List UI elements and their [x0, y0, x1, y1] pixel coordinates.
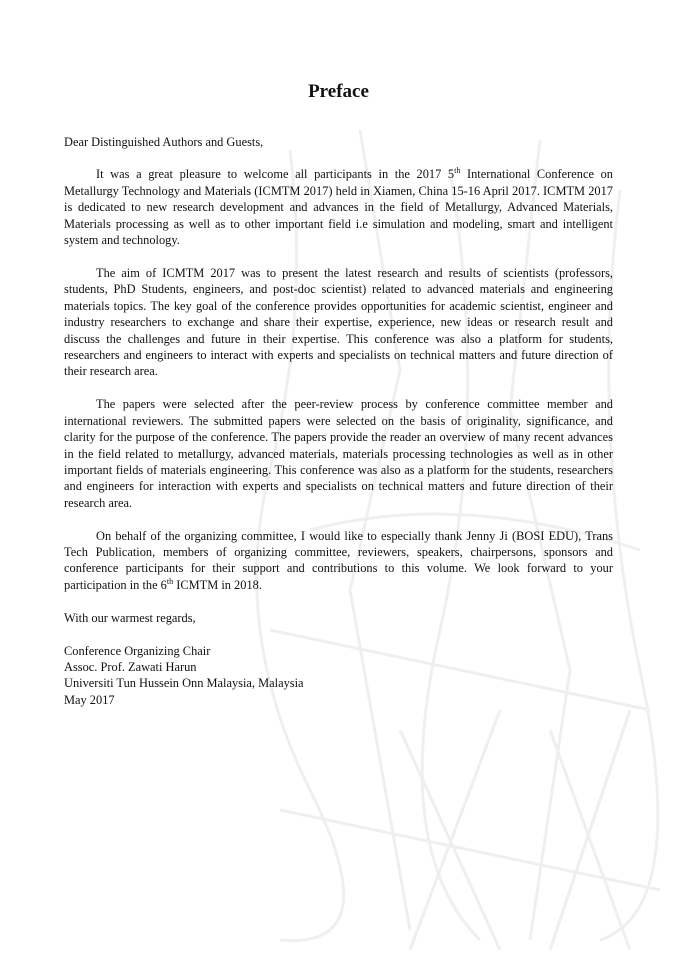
- signature-date: May 2017: [64, 692, 115, 707]
- salutation: Dear Distinguished Authors and Guests,: [64, 135, 264, 149]
- paragraph-welcome-part1: It was a great pleasure to welcome all participants in the 2017 5: [96, 167, 455, 182]
- paragraph-aim: The aim of ICMTM 2017 was to present the latest research and results of scientists (professors, students, PhD Students, engineers, and post-doc scientist) related to advanced materials and engineering materials topics. The key goal of the conference provides opportunities for academic scientist, engineer and industry researchers to exchange and share their expertise, experience, new ideas or research result and discuss the challenges and future in their expertise. This conference was also a platform for students, researchers and engineers to interact with experts and specialists on technical matters and future direction of their research area.: [64, 265, 613, 379]
- superscript-ordinal: th: [166, 576, 174, 586]
- paragraph-thanks-part1: On behalf of the organizing committee, I would like to especially thank Jenny Ji (BOSI EDU), Trans Tech Publication, members of organizing committee, reviewers, speakers, chairpersons, sponsors and conference participants for their support and contributions to this volume. We look forward to your participation in the 6: [64, 528, 613, 592]
- document-body: [64, 78, 613, 708]
- signature-name: Assoc. Prof. Zawati Harun: [64, 660, 197, 675]
- paragraph-welcome: [64, 166, 613, 248]
- page-title: Preface: [308, 81, 369, 102]
- closing-line: With our warmest regards,: [64, 610, 196, 625]
- paragraph-review: The papers were selected after the peer-review process by conference committee member and international reviewers. The submitted papers were selected on the basis of originality, significance, and clarity for the purpose of the conference. The papers provide the reader an overview of many recent advances in the field related to metallurgy, advanced materials, materials processing technologies as well as in other important fields of materials engineering. This conference was also as a platform for the students, researchers and engineers for interaction with experts and specialists on technical matters and future direction of their research area.: [64, 397, 613, 510]
- paragraph-thanks-part2: ICMTM in 2018.: [173, 577, 262, 592]
- signature-block: [64, 643, 613, 709]
- paragraph-welcome-part2: International Conference on Metallurgy Technology and Materials (ICMTM 2017) held in Xiamen, China 15-16 April 2017. ICMTM 2017 is dedicated to new research development and advances in the field of Metallurgy, Advanced Materials, Materials processing as well as to other important field i.e simulation and modeling, smart and intelligent system and technology.: [64, 167, 613, 248]
- signature-affiliation: Universiti Tun Hussein Onn Malaysia, Malaysia: [64, 676, 304, 691]
- superscript-ordinal: th: [454, 166, 461, 176]
- paragraph-thanks: [64, 528, 613, 594]
- signature-role: Conference Organizing Chair: [64, 643, 211, 658]
